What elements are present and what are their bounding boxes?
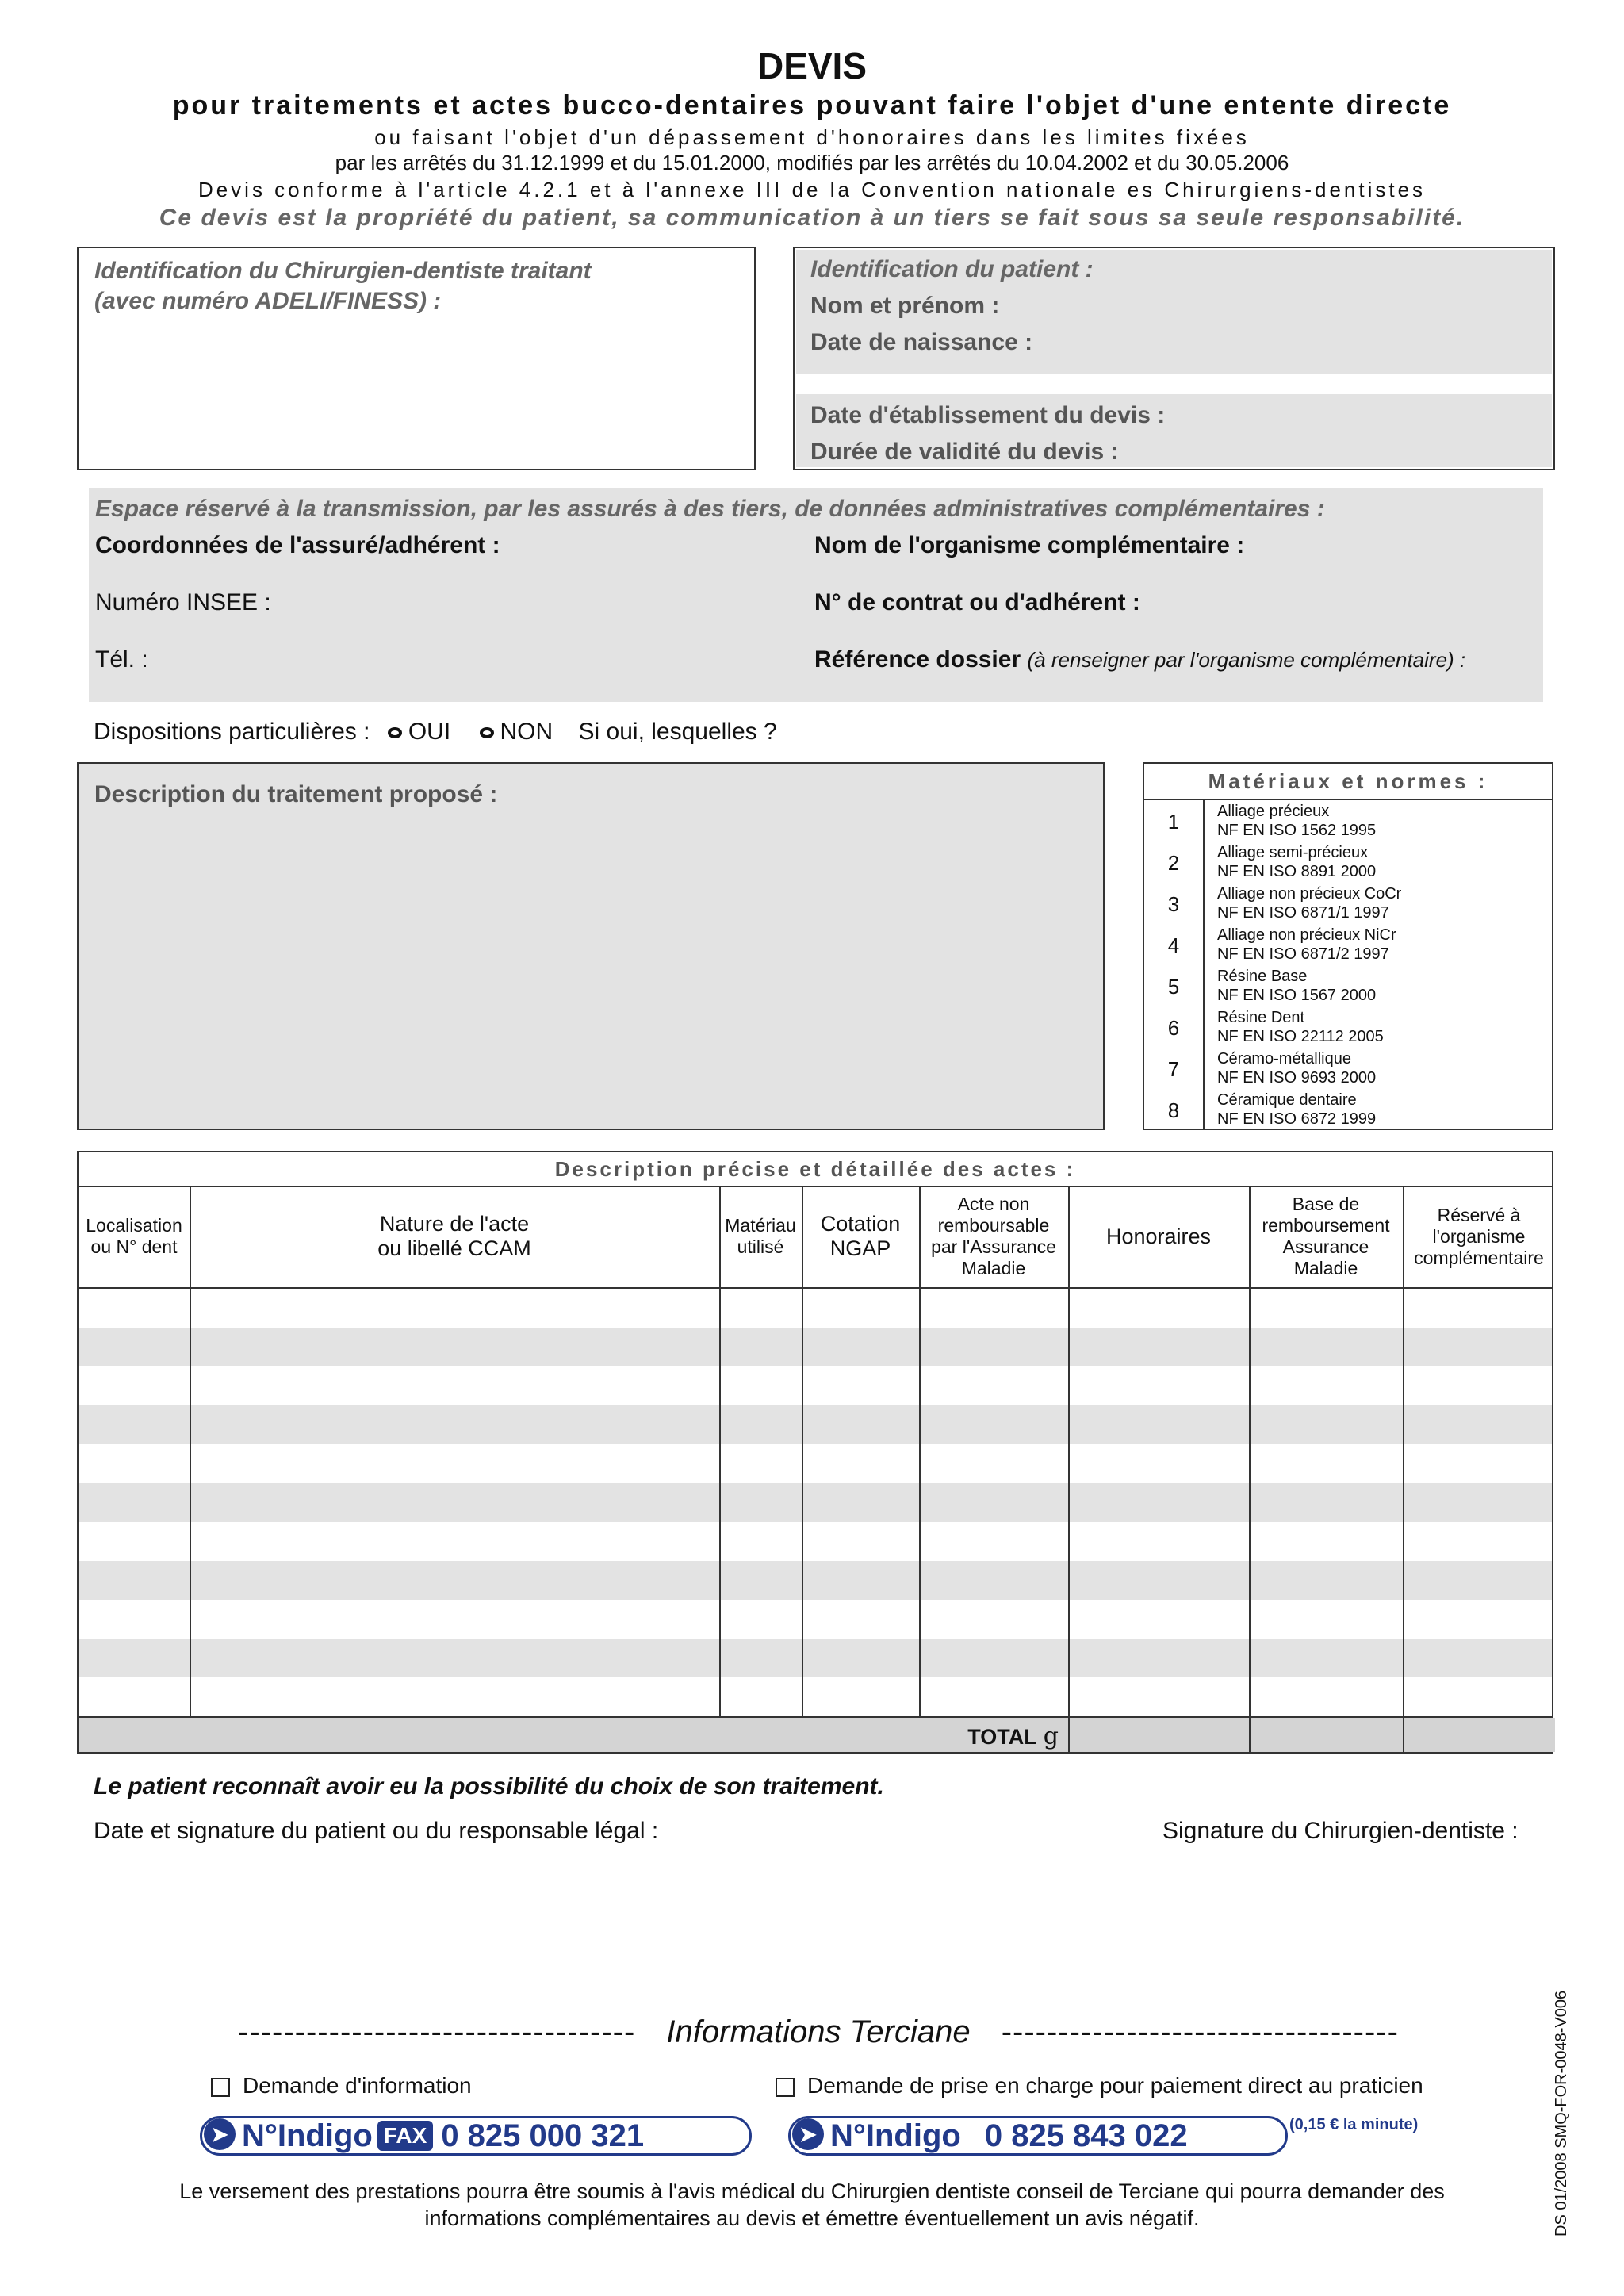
column-header: Matériau utilisé xyxy=(725,1215,796,1257)
dispositions-row xyxy=(94,719,777,746)
material-norm: NF EN ISO 8891 2000 xyxy=(1217,863,1377,880)
material-norm: NF EN ISO 1567 2000 xyxy=(1217,987,1377,1004)
non-radio[interactable] xyxy=(480,727,494,738)
dispositions-question: Si oui, lesquelles ? xyxy=(578,719,777,745)
column-header: Honoraires xyxy=(1105,1224,1212,1248)
table-row[interactable] xyxy=(79,1600,1552,1639)
material-row xyxy=(1144,965,1552,1006)
indigo-label: N°Indigo xyxy=(830,2118,961,2153)
indigo-label: N°Indigo xyxy=(242,2118,373,2153)
page-subtitle: pour traitements et actes bucco-dentaires pouvant faire l'objet d'une entente directe xyxy=(172,90,1452,121)
fax-tag: FAX xyxy=(377,2121,433,2151)
table-row[interactable] xyxy=(79,1328,1552,1366)
acts-table xyxy=(77,1151,1553,1754)
patient-title: Identification du patient : xyxy=(810,256,1094,282)
dashes-left: ----------------------------------- xyxy=(238,2014,636,2049)
material-row xyxy=(1144,883,1552,924)
table-row[interactable] xyxy=(79,1522,1552,1561)
acts-title: Description précise et détaillée des actes : xyxy=(79,1152,1552,1187)
material-number: 5 xyxy=(1167,975,1180,999)
materials-table xyxy=(1143,762,1553,1130)
material-name: Résine Dent xyxy=(1217,1009,1305,1026)
material-name: Alliage non précieux NiCr xyxy=(1217,926,1396,944)
material-number: 2 xyxy=(1167,851,1180,875)
transmission-title: Espace réservé à la transmission, par les assurés à des tiers, de données administratives complémentaires : xyxy=(95,496,1325,522)
phone-label: Tél. : xyxy=(95,646,148,673)
material-number: 1 xyxy=(1167,810,1180,834)
total-cell[interactable] xyxy=(1068,1718,1249,1752)
material-number: 4 xyxy=(1167,933,1180,957)
dispositions-label: Dispositions particulières : xyxy=(94,719,370,745)
info-title-row xyxy=(121,2014,1516,2050)
table-row[interactable] xyxy=(79,1366,1552,1405)
table-row[interactable] xyxy=(79,1677,1552,1716)
patient-birth-label: Date de naissance : xyxy=(810,329,1033,355)
material-norm: NF EN ISO 22112 2005 xyxy=(1217,1028,1384,1045)
info-title: Informations Terciane xyxy=(666,2014,971,2049)
treatment-description-box[interactable] xyxy=(77,762,1105,1130)
column-header: Acte non remboursable par l'Assurance Maladie xyxy=(931,1194,1056,1278)
material-name: Céramique dentaire xyxy=(1217,1091,1357,1109)
table-row[interactable] xyxy=(79,1444,1552,1483)
total-cell[interactable] xyxy=(1249,1718,1403,1752)
material-number: 3 xyxy=(1167,892,1180,916)
file-reference-label: Référence dossier (à renseigner par l'organisme complémentaire) : xyxy=(814,646,1466,673)
arrow-icon: ➤ xyxy=(792,2118,824,2150)
column-header: Nature de l'acte ou libellé CCAM xyxy=(377,1212,531,1260)
material-norm: NF EN ISO 6872 1999 xyxy=(1217,1110,1377,1128)
material-row xyxy=(1144,800,1552,841)
header-line-2: par les arrêtés du 31.12.1999 et du 15.01.2000, modifiés par les arrêtés du 10.04.2002 et du 30.05.2006 xyxy=(335,151,1289,174)
arrow-icon: ➤ xyxy=(204,2118,236,2150)
dentist-label-2: (avec numéro ADELI/FINESS) : xyxy=(94,288,442,314)
info-request-checkbox[interactable] xyxy=(211,2078,230,2097)
page-title: DEVIS xyxy=(756,45,868,86)
material-name: Alliage semi-précieux xyxy=(1217,844,1369,861)
materials-title: Matériaux et normes : xyxy=(1144,764,1552,800)
material-norm: NF EN ISO 6871/1 1997 xyxy=(1217,904,1389,922)
treatment-description-label: Description du traitement proposé : xyxy=(94,781,498,807)
phone-number: 0 825 843 022 xyxy=(984,2118,1188,2153)
total-label: TOTAL g xyxy=(967,1723,1059,1750)
fax-indigo-badge xyxy=(200,2116,752,2156)
dentist-identification-box[interactable] xyxy=(77,247,756,470)
phone-indigo-badge xyxy=(788,2116,1288,2156)
contract-number-label: N° de contrat ou d'adhérent : xyxy=(814,589,1140,615)
insured-coordinates-label: Coordonnées de l'assuré/adhérent : xyxy=(95,532,500,558)
material-norm: NF EN ISO 9693 2000 xyxy=(1217,1069,1377,1087)
material-name: Résine Base xyxy=(1217,968,1308,985)
header-line-4: Ce devis est la propriété du patient, sa communication à un tiers se fait sous sa seule responsabilité. xyxy=(159,205,1465,231)
table-row[interactable] xyxy=(79,1561,1552,1600)
direct-payment-checkbox[interactable] xyxy=(776,2078,795,2097)
column-header: Base de remboursement Assurance Maladie xyxy=(1262,1194,1390,1278)
info-request-label: Demande d'information xyxy=(243,2073,472,2098)
material-number: 8 xyxy=(1167,1098,1180,1122)
dentist-label-1: Identification du Chirurgien-dentiste traitant xyxy=(94,258,592,284)
dentist-signature-label[interactable]: Signature du Chirurgien-dentiste : xyxy=(1162,1818,1519,1844)
disclaimer-line-1: Le versement des prestations pourra être soumis à l'avis médical du Chirurgien dentiste conseil de Terciane qui pourra demander des xyxy=(179,2179,1445,2203)
total-cell[interactable] xyxy=(1403,1718,1555,1752)
material-row xyxy=(1144,1048,1552,1089)
patient-name-label: Nom et prénom : xyxy=(810,293,1000,319)
column-header: Réservé à l'organisme complémentaire xyxy=(1414,1204,1544,1268)
material-row xyxy=(1144,1089,1552,1130)
disclaimer-line-2: informations complémentaires au devis et émettre éventuellement un avis négatif. xyxy=(424,2206,1200,2230)
disclaimer xyxy=(0,2178,1624,2232)
header-line-1: ou faisant l'objet d'un dépassement d'honoraires dans les limites fixées xyxy=(374,125,1250,149)
insee-label: Numéro INSEE : xyxy=(95,589,271,615)
transmission-section[interactable] xyxy=(89,488,1543,702)
patient-signature-label[interactable]: Date et signature du patient ou du responsable légal : xyxy=(94,1818,659,1844)
patient-choice-note: Le patient reconnaît avoir eu la possibilité du choix de son traitement. xyxy=(94,1773,884,1800)
estimate-validity-label: Durée de validité du devis : xyxy=(810,439,1119,465)
material-number: 7 xyxy=(1167,1057,1180,1081)
table-row[interactable] xyxy=(79,1639,1552,1677)
material-name: Céramo-métallique xyxy=(1217,1050,1351,1068)
organism-name-label: Nom de l'organisme complémentaire : xyxy=(814,532,1245,558)
material-row xyxy=(1144,924,1552,965)
oui-radio[interactable] xyxy=(388,727,402,738)
header-line-3: Devis conforme à l'article 4.2.1 et à l'annexe III de la Convention nationale es Chirurgiens-dentistes xyxy=(197,178,1427,201)
material-name: Alliage non précieux CoCr xyxy=(1217,885,1402,903)
tarif-note: (0,15 € la minute) xyxy=(1289,2116,1419,2133)
material-number: 6 xyxy=(1167,1016,1180,1040)
table-row[interactable] xyxy=(79,1483,1552,1522)
material-row xyxy=(1144,841,1552,883)
oui-label: OUI xyxy=(408,719,451,745)
fax-number: 0 825 000 321 xyxy=(441,2118,645,2153)
estimate-date-label: Date d'établissement du devis : xyxy=(810,402,1166,428)
material-norm: NF EN ISO 6871/2 1997 xyxy=(1217,945,1389,963)
patient-identification-box[interactable] xyxy=(793,247,1555,470)
dashes-right: ----------------------------------- xyxy=(1001,2014,1399,2049)
direct-payment-label: Demande de prise en charge pour paiement direct au praticien xyxy=(807,2073,1423,2098)
column-header: Localisation ou N° dent xyxy=(86,1215,182,1257)
column-header: Cotation NGAP xyxy=(820,1212,901,1260)
info-request-checkbox-row[interactable] xyxy=(211,2073,472,2099)
non-label: NON xyxy=(500,719,553,745)
side-reference: DS 01/2008 SMQ-FOR-0048-V006 xyxy=(1553,1990,1570,2237)
table-row[interactable] xyxy=(79,1405,1552,1444)
direct-payment-checkbox-row[interactable] xyxy=(776,2073,1423,2099)
material-name: Alliage précieux xyxy=(1217,803,1330,820)
material-row xyxy=(1144,1006,1552,1048)
material-norm: NF EN ISO 1562 1995 xyxy=(1217,822,1377,839)
table-row[interactable] xyxy=(79,1289,1552,1328)
